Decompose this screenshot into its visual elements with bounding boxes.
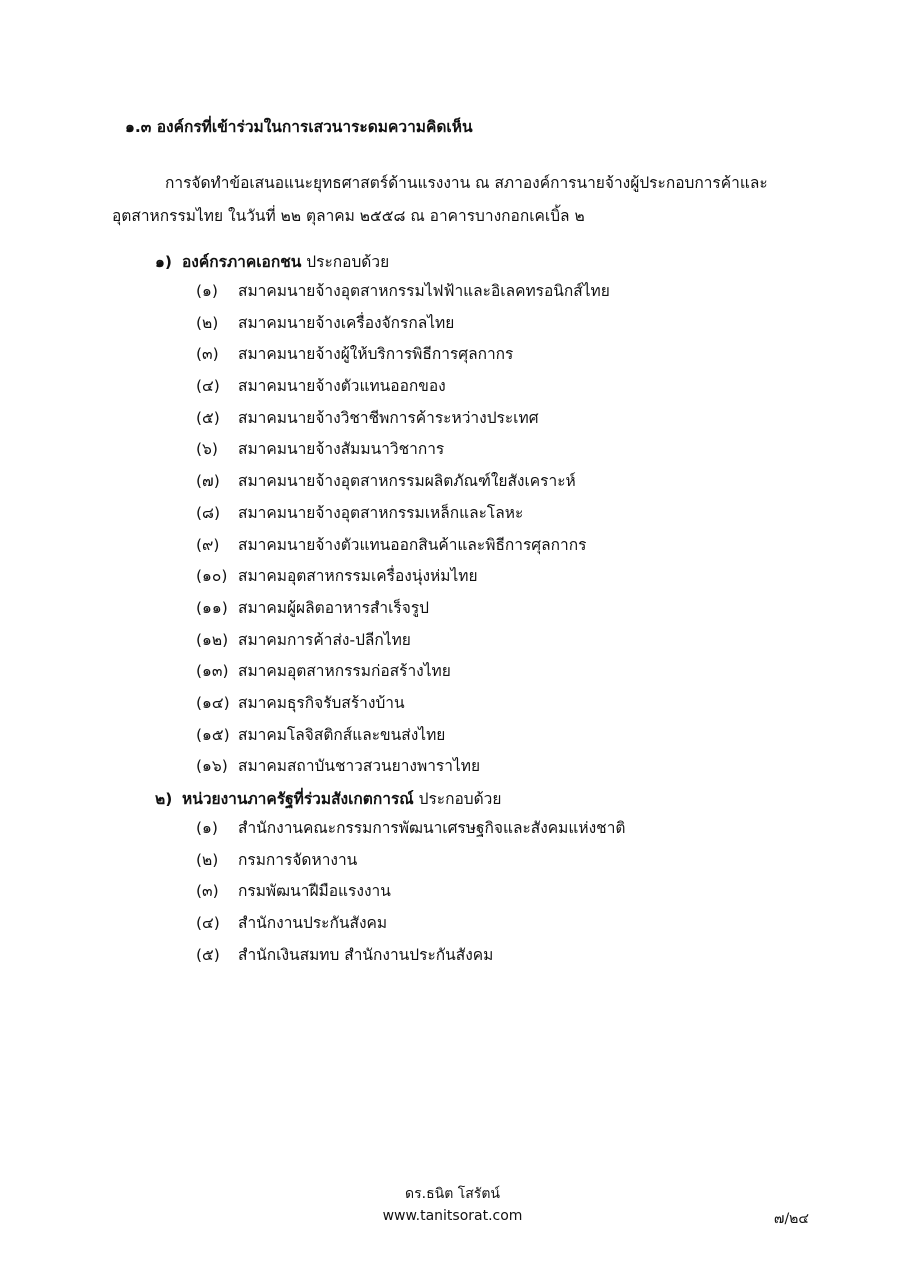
item-text: สมาคมนายจ้างวิชาชีพการค้าระหว่างประเทศ	[238, 408, 539, 427]
list-item	[196, 756, 610, 788]
item-text: สมาคมนายจ้างผู้ให้บริการพิธีการศุลกากร	[238, 345, 514, 364]
footer-website-link[interactable]: www.tanitsorat.com	[382, 1208, 523, 1224]
list-item	[196, 376, 610, 408]
item-index: (๖)	[196, 440, 218, 459]
section-suffix: ประกอบด้วย	[301, 253, 390, 271]
list-item	[196, 818, 625, 850]
list-item	[196, 598, 610, 630]
item-text: สมาคมนายจ้างอุตสาหกรรมเหล็กและโลหะ	[238, 503, 524, 522]
intro-paragraph-line-1: การจัดทำข้อเสนอแนะยุทธศาสตร์ด้านแรงงาน ณ สภาองค์การนายจ้างผู้ประกอบการค้าและ	[165, 174, 768, 192]
item-text: สมาคมโลจิสติกส์และขนส่งไทย	[238, 725, 446, 744]
list-item	[196, 661, 610, 693]
footer-author: ดร.ธนิต โสรัตน์	[405, 1186, 500, 1202]
item-index: (๑๐)	[196, 567, 228, 586]
item-index: (๑)	[196, 819, 218, 837]
item-index: (๔)	[196, 914, 220, 933]
item-index: (๘)	[196, 503, 221, 522]
list-item	[196, 945, 625, 977]
item-text: กรมพัฒนาฝีมือแรงงาน	[238, 882, 391, 901]
item-text: สมาคมอุตสาหกรรมก่อสร้างไทย	[238, 662, 451, 681]
list-item	[196, 913, 625, 945]
item-text: สำนักเงินสมทบ สำนักงานประกันสังคม	[238, 945, 494, 964]
list-item	[196, 344, 610, 376]
section-number: ๑)	[155, 253, 172, 271]
section-heading: ๑.๓ องค์กรที่เข้าร่วมในการเสวนาระดมความคิดเห็น	[125, 118, 473, 136]
item-index: (๑๑)	[196, 598, 228, 617]
item-text: สมาคมการค้าส่ง-ปลีกไทย	[238, 630, 411, 649]
private-sector-heading	[155, 249, 389, 274]
item-index: (๑๓)	[196, 662, 229, 681]
section-suffix: ประกอบด้วย	[413, 790, 502, 808]
list-item	[196, 881, 625, 913]
item-index: (๑)	[196, 282, 218, 300]
item-text: สมาคมนายจ้างเครื่องจักรกลไทย	[238, 313, 455, 332]
item-text: สำนักงานประกันสังคม	[238, 914, 388, 933]
page-number: ๗/๒๔	[773, 1211, 809, 1227]
intro-paragraph-line-2: อุตสาหกรรมไทย ในวันที่ ๒๒ ตุลาคม ๒๕๕๘ ณ อาคารบางกอกเคเบิ้ล ๒	[112, 207, 585, 225]
item-index: (๕)	[196, 408, 220, 427]
section-title: องค์กรภาคเอกชน	[182, 253, 302, 271]
item-index: (๓)	[196, 345, 219, 364]
list-item	[196, 408, 610, 440]
item-text: สมาคมอุตสาหกรรมเครื่องนุ่งห่มไทย	[238, 567, 478, 586]
list-item	[196, 439, 610, 471]
item-text: สำนักงานคณะกรรมการพัฒนาเศรษฐกิจและสังคมแห่งชาติ	[238, 819, 626, 837]
private-sector-list	[196, 281, 610, 788]
item-text: สมาคมนายจ้างอุตสาหกรรมไฟฟ้าและอิเลคทรอนิกส์ไทย	[238, 282, 610, 300]
section-number: ๒)	[155, 790, 173, 808]
item-index: (๓)	[196, 882, 219, 901]
item-text: สมาคมธุรกิจรับสร้างบ้าน	[238, 693, 405, 712]
list-item	[196, 471, 610, 503]
item-index: (๑๔)	[196, 693, 230, 712]
list-item	[196, 535, 610, 567]
item-index: (๒)	[196, 313, 219, 332]
item-text: สมาคมผู้ผลิตอาหารสำเร็จรูป	[238, 598, 429, 617]
list-item	[196, 313, 610, 345]
item-index: (๗)	[196, 472, 220, 491]
list-item	[196, 630, 610, 662]
item-text: สมาคมสถาบันชาวสวนยางพาราไทย	[238, 757, 481, 776]
item-index: (๙)	[196, 535, 220, 554]
item-text: สมาคมนายจ้างตัวแทนออกของ	[238, 377, 446, 396]
government-sector-list	[196, 818, 625, 976]
item-index: (๒)	[196, 850, 219, 869]
item-text: สมาคมนายจ้างตัวแทนออกสินค้าและพิธีการศุลกากร	[238, 535, 587, 554]
item-index: (๑๒)	[196, 630, 229, 649]
item-index: (๑๖)	[196, 757, 228, 776]
item-index: (๔)	[196, 377, 220, 396]
list-item	[196, 693, 610, 725]
section-title: หน่วยงานภาครัฐที่ร่วมสังเกตการณ์	[182, 790, 414, 808]
item-index: (๑๕)	[196, 725, 230, 744]
list-item	[196, 725, 610, 757]
item-text: กรมการจัดหางาน	[238, 850, 358, 869]
list-item	[196, 281, 610, 313]
government-sector-heading	[155, 786, 501, 811]
list-item	[196, 503, 610, 535]
item-index: (๕)	[196, 945, 220, 964]
list-item	[196, 850, 625, 882]
item-text: สมาคมนายจ้างอุตสาหกรรมผลิตภัณฑ์ใยสังเคราะห์	[238, 472, 576, 491]
list-item	[196, 566, 610, 598]
item-text: สมาคมนายจ้างสัมมนาวิชาการ	[238, 440, 445, 459]
